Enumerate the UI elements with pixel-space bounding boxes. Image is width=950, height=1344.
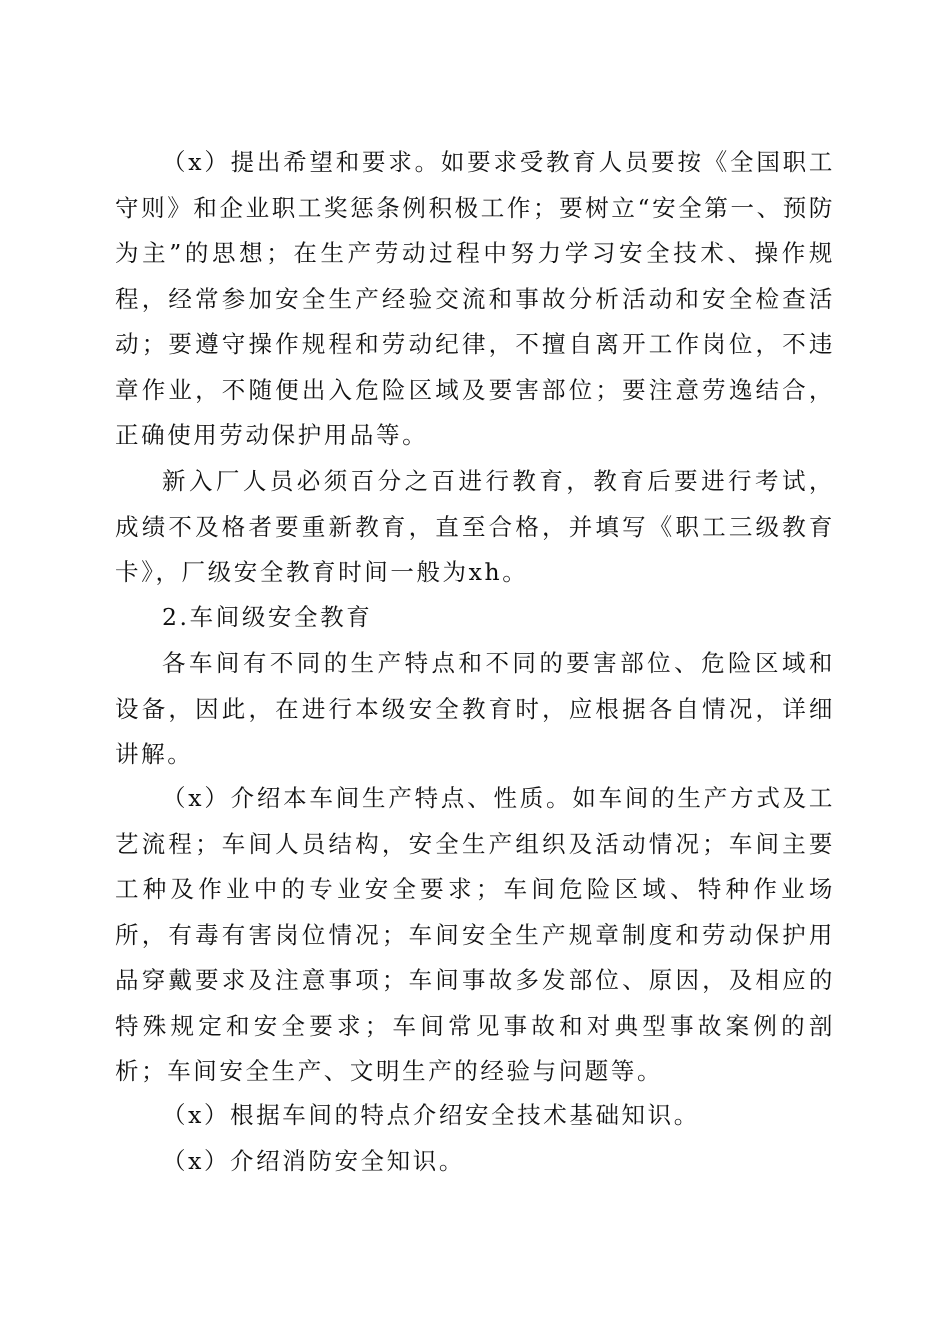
paragraph-fire-safety: （x）介绍消防安全知识。 [162,1147,465,1175]
section-heading-workshop-safety: 2.车间级安全教育 [162,603,373,631]
paragraph-safety-tech-basics: （x）根据车间的特点介绍安全技术基础知识。 [162,1101,700,1129]
paragraph-new-employee-exam: 新入厂人员必须百分之百进行教育，教育后要进行考试，成绩不及格者要重新教育，直至合格，并填写《职工三级教育卡》，厂级安全教育时间一般为xh。 [115,467,835,586]
paragraph-workshop-intro: 各车间有不同的生产特点和不同的要害部位、危险区域和设备，因此，在进行本级安全教育时，应根据各自情况，详细讲解。 [115,649,835,768]
paragraph-workshop-characteristics: （x）介绍本车间生产特点、性质。如车间的生产方式及工艺流程；车间人员结构，安全生产组织及活动情况；车间主要工种及作业中的专业安全要求；车间危险区域、特种作业场所，有毒有害岗位情况；车间安全生产规章制度和劳动保护用品穿戴要求及注意事项；车间事故多发部位、原因，及相应的特殊规定和安全要求；车间常见事故和对典型事故案例的剖析；车间安全生产、文明生产的经验与问题等。 [115,784,835,1085]
paragraph-expectations: （x）提出希望和要求。如要求受教育人员要按《全国职工守则》和企业职工奖惩条例积极工作；要树立“安全第一、预防为主”的思想；在生产劳动过程中努力学习安全技术、操作规程，经常参加安全生产经验交流和事故分析活动和安全检查活动；要遵守操作规程和劳动纪律，不擅自离开工作岗位，不违章作业，不随便出入危险区域及要害部位；要注意劳逸结合，正确使用劳动保护用品等。 [115,148,835,449]
